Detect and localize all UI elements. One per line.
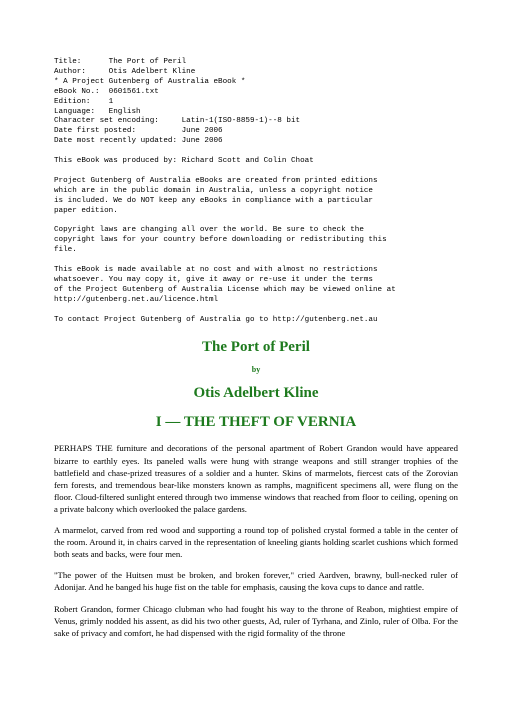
meta-line-language: Language: English <box>54 107 141 116</box>
byline: by <box>251 365 261 375</box>
meta-line-title: Title: The Port of Peril <box>54 58 187 66</box>
book-author: Otis Adelbert Kline <box>193 385 319 402</box>
meta-line-ebook-no: eBook No.: 0601561.txt <box>54 87 159 96</box>
meta-line-edition: Edition: 1 <box>54 97 114 106</box>
paragraph: PERHAPS THE furniture and decorations of the personal apartment of Robert Grandon would have appeared bizarre to earthly eyes. Its paneled walls were hung with strange weapons and still stranger trophies of the battlefield and chase-prized treasures of a soldier and a hunter. Skins of marmelots, fiercest cats of the Zorovian fern forests, and tremendous bear-like monsters known as ramphs, magnificent specimens all, were flung on the floor. Cloud-filtered sunlight entered through two immense windows that reached from floor to ceiling, opening on a private balcony which overlooked the palace gardens. <box>54 443 458 514</box>
notice-copyright-laws: Copyright laws are changing all over the world. Be sure to check the copyright laws for your country before downloading or redistributing this file. <box>54 226 387 255</box>
contact-line: To contact Project Gutenberg of Australia go to http://gutenberg.net.au <box>54 315 378 324</box>
ebook-metadata-block <box>54 58 458 325</box>
notice-public-domain: Project Gutenberg of Australia eBooks are created from printed editions which are in the public domain in Australia, unless a copyright notice is included. We do NOT keep any eBooks in compliance with a particular paper edition. <box>54 176 378 215</box>
notice-license: This eBook is made available at no cost and with almost no restrictions whatsoever. You may copy it, give it away or re-use it under the terms of the Project Gutenberg of Australia License which may be viewed online at http://gutenberg.net.au/licence.html <box>54 266 396 304</box>
meta-line-encoding: Character set encoding: Latin-1(ISO-8859-1)--8 bit <box>54 117 301 126</box>
chapter-body <box>54 442 458 638</box>
paragraph: "The power of the Huitsen must be broken, and broken forever," cried Aardven, brawny, bull-necked ruler of Adonijar. And he banged his huge fist on the table for emphasis, causing the kova cups to dance and rattle. <box>54 570 458 593</box>
chapter-heading: I — THE THEFT OF VERNIA <box>155 414 357 431</box>
meta-line-updated: Date most recently updated: June 2006 <box>54 137 223 146</box>
paragraph: A marmelot, carved from red wood and supporting a round top of polished crystal formed a table in the center of the room. Around it, in chairs carved in the representation of kneeling giants holding scarlet cushions which formed both seats and backs, were four men. <box>54 525 458 560</box>
meta-line-author: Author: Otis Adelbert Kline <box>54 67 196 76</box>
book-title: The Port of Peril <box>202 339 310 356</box>
meta-line-first-posted: Date first posted: June 2006 <box>54 127 223 136</box>
meta-line-banner: * A Project Gutenberg of Australia eBook * <box>54 77 246 86</box>
paragraph: Robert Grandon, former Chicago clubman who had fought his way to the throne of Reabon, mightiest empire of Venus, grimly nodded his assent, as did his two other guests, Ad, ruler of Tyrhana, and Zinlo, ruler of Olba. For the sake of privacy and comfort, he had dispensed with the rigid formality of the throne <box>54 603 458 638</box>
produced-by-line: This eBook was produced by: Richard Scott and Colin Choat <box>54 157 314 166</box>
